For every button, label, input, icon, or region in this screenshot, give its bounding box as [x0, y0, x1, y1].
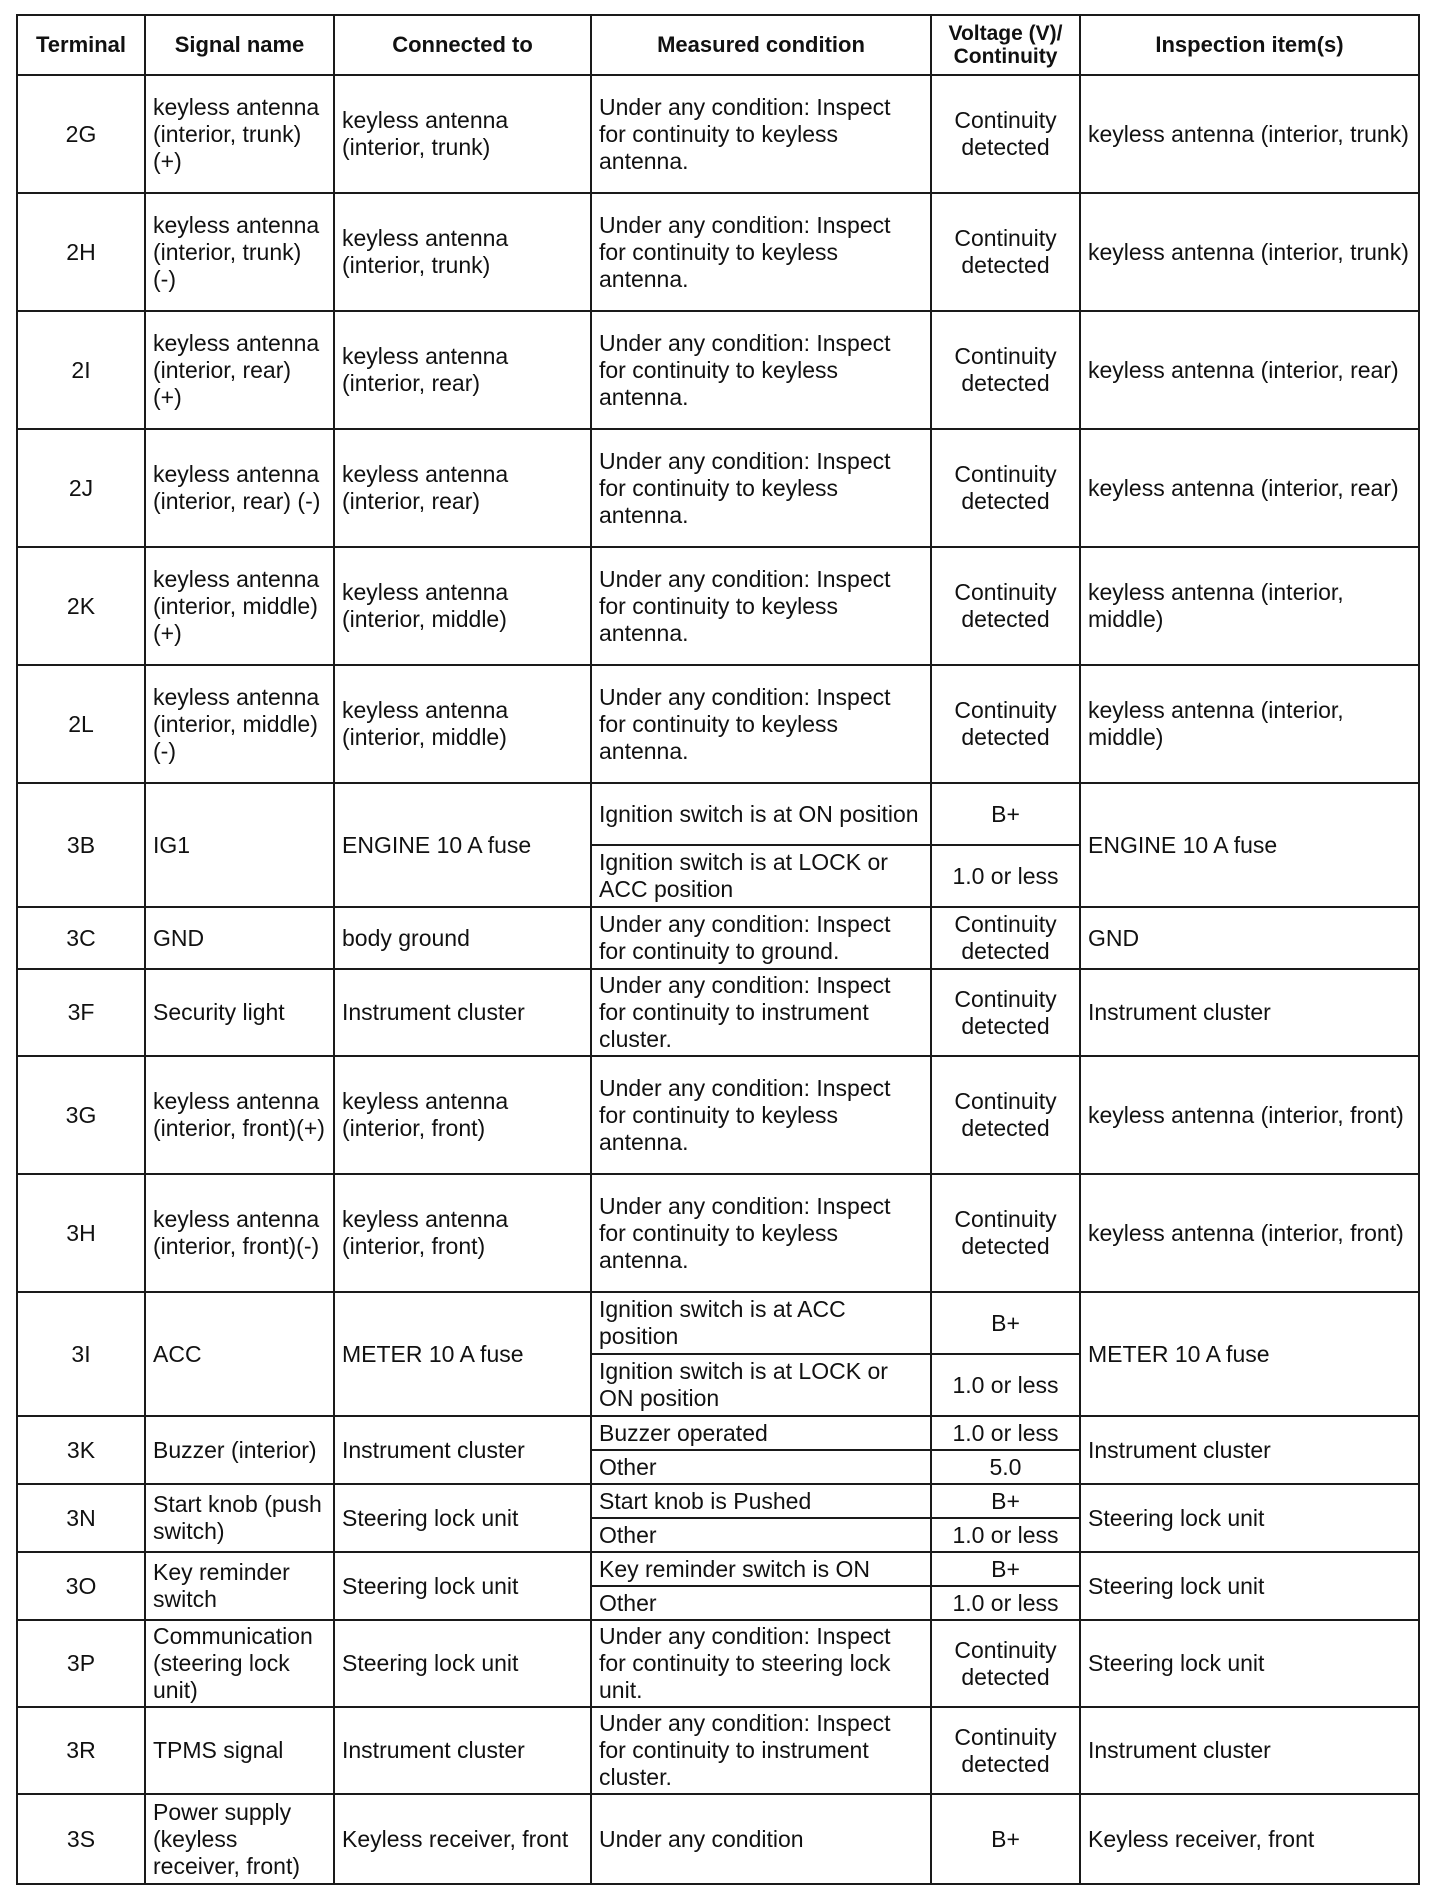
- inspection-item-cell: Instrument cluster: [1080, 1707, 1419, 1794]
- signal-name-cell: GND: [145, 907, 334, 969]
- measured-condition-cell: Under any condition: Inspect for continuity to keyless antenna.: [591, 193, 931, 311]
- inspection-item-cell: Instrument cluster: [1080, 1416, 1419, 1484]
- connected-to-cell: ENGINE 10 A fuse: [334, 783, 591, 907]
- measured-condition-cell: Under any condition: Inspect for continuity to keyless antenna.: [591, 1174, 931, 1292]
- table-row: [17, 1056, 1419, 1174]
- inspection-item-cell: keyless antenna (interior, middle): [1080, 547, 1419, 665]
- connected-to-cell: keyless antenna (interior, trunk): [334, 193, 591, 311]
- header-voltage-line2: Continuity: [953, 45, 1058, 68]
- voltage-continuity-cell: Continuity detected: [931, 969, 1080, 1056]
- voltage-continuity-cell: 5.0: [931, 1450, 1080, 1484]
- signal-name-cell: ACC: [145, 1292, 334, 1416]
- inspection-item-cell: Steering lock unit: [1080, 1620, 1419, 1707]
- connected-to-cell: Steering lock unit: [334, 1620, 591, 1707]
- terminal-cell: 3H: [17, 1174, 145, 1292]
- connected-to-cell: keyless antenna (interior, rear): [334, 429, 591, 547]
- signal-name-cell: Security light: [145, 969, 334, 1056]
- measured-condition-cell: Under any condition: Inspect for continuity to instrument cluster.: [591, 969, 931, 1056]
- voltage-continuity-cell: B+: [931, 1292, 1080, 1354]
- signal-name-cell: keyless antenna (interior, trunk) (+): [145, 75, 334, 193]
- measured-condition-cell: Other: [591, 1586, 931, 1620]
- inspection-item-cell: keyless antenna (interior, rear): [1080, 311, 1419, 429]
- terminal-cell: 3G: [17, 1056, 145, 1174]
- terminal-cell: 3B: [17, 783, 145, 907]
- inspection-item-cell: keyless antenna (interior, front): [1080, 1174, 1419, 1292]
- measured-condition-cell: Other: [591, 1450, 931, 1484]
- inspection-item-cell: Keyless receiver, front: [1080, 1794, 1419, 1884]
- signal-name-cell: keyless antenna (interior, front)(-): [145, 1174, 334, 1292]
- measured-condition-cell: Under any condition: Inspect for continuity to keyless antenna.: [591, 665, 931, 783]
- connected-to-cell: Instrument cluster: [334, 1416, 591, 1484]
- voltage-continuity-cell: Continuity detected: [931, 547, 1080, 665]
- measured-condition-cell: Under any condition: Inspect for continuity to keyless antenna.: [591, 75, 931, 193]
- measured-condition-cell: Ignition switch is at LOCK or ON position: [591, 1354, 931, 1416]
- measured-condition-cell: Under any condition: Inspect for continuity to ground.: [591, 907, 931, 969]
- voltage-continuity-cell: B+: [931, 783, 1080, 845]
- inspection-item-cell: keyless antenna (interior, trunk): [1080, 75, 1419, 193]
- header-voltage-line1: Voltage (V)/: [948, 22, 1063, 45]
- voltage-continuity-cell: Continuity detected: [931, 311, 1080, 429]
- voltage-continuity-cell: 1.0 or less: [931, 1586, 1080, 1620]
- measured-condition-cell: Key reminder switch is ON: [591, 1552, 931, 1586]
- header-measured-condition: Measured condition: [591, 15, 931, 75]
- inspection-item-cell: ENGINE 10 A fuse: [1080, 783, 1419, 907]
- voltage-continuity-cell: Continuity detected: [931, 907, 1080, 969]
- table-row: [17, 1707, 1419, 1794]
- voltage-continuity-cell: B+: [931, 1484, 1080, 1518]
- signal-name-cell: Communication (steering lock unit): [145, 1620, 334, 1707]
- signal-name-cell: IG1: [145, 783, 334, 907]
- table-row: [17, 311, 1419, 429]
- measured-condition-cell: Under any condition: Inspect for continuity to steering lock unit.: [591, 1620, 931, 1707]
- header-voltage-continuity: [931, 15, 1080, 75]
- signal-name-cell: Buzzer (interior): [145, 1416, 334, 1484]
- measured-condition-cell: Ignition switch is at ACC position: [591, 1292, 931, 1354]
- table-row: [17, 783, 1419, 845]
- terminal-cell: 3N: [17, 1484, 145, 1552]
- voltage-continuity-cell: Continuity detected: [931, 193, 1080, 311]
- terminal-cell: 3K: [17, 1416, 145, 1484]
- terminal-cell: 3S: [17, 1794, 145, 1884]
- terminal-cell: 3F: [17, 969, 145, 1056]
- signal-name-cell: keyless antenna (interior, middle)(+): [145, 547, 334, 665]
- measured-condition-cell: Under any condition: Inspect for continuity to keyless antenna.: [591, 429, 931, 547]
- table-row: [17, 547, 1419, 665]
- inspection-item-cell: Steering lock unit: [1080, 1552, 1419, 1620]
- inspection-item-cell: Instrument cluster: [1080, 969, 1419, 1056]
- signal-name-cell: keyless antenna (interior, rear) (-): [145, 429, 334, 547]
- connected-to-cell: body ground: [334, 907, 591, 969]
- measured-condition-cell: Under any condition: Inspect for continuity to keyless antenna.: [591, 547, 931, 665]
- terminal-cell: 3R: [17, 1707, 145, 1794]
- inspection-item-cell: keyless antenna (interior, middle): [1080, 665, 1419, 783]
- measured-condition-cell: Under any condition: Inspect for continuity to keyless antenna.: [591, 311, 931, 429]
- terminal-cell: 2H: [17, 193, 145, 311]
- table-row: [17, 907, 1419, 969]
- voltage-continuity-cell: 1.0 or less: [931, 845, 1080, 907]
- connected-to-cell: keyless antenna (interior, front): [334, 1174, 591, 1292]
- signal-name-cell: keyless antenna (interior, front)(+): [145, 1056, 334, 1174]
- table-row: [17, 1620, 1419, 1707]
- connected-to-cell: METER 10 A fuse: [334, 1292, 591, 1416]
- connected-to-cell: Keyless receiver, front: [334, 1794, 591, 1884]
- signal-name-cell: keyless antenna (interior, rear) (+): [145, 311, 334, 429]
- terminal-cell: 2G: [17, 75, 145, 193]
- signal-name-cell: Key reminder switch: [145, 1552, 334, 1620]
- signal-name-cell: Start knob (push switch): [145, 1484, 334, 1552]
- voltage-continuity-cell: B+: [931, 1552, 1080, 1586]
- terminal-inspection-table: [16, 14, 1420, 1885]
- terminal-cell: 2I: [17, 311, 145, 429]
- inspection-item-cell: GND: [1080, 907, 1419, 969]
- table-row: [17, 665, 1419, 783]
- signal-name-cell: Power supply (keyless receiver, front): [145, 1794, 334, 1884]
- inspection-item-cell: Steering lock unit: [1080, 1484, 1419, 1552]
- inspection-item-cell: keyless antenna (interior, rear): [1080, 429, 1419, 547]
- signal-name-cell: TPMS signal: [145, 1707, 334, 1794]
- connected-to-cell: Instrument cluster: [334, 1707, 591, 1794]
- voltage-continuity-cell: Continuity detected: [931, 1056, 1080, 1174]
- table-row: [17, 1552, 1419, 1586]
- terminal-cell: 2J: [17, 429, 145, 547]
- table-row: [17, 429, 1419, 547]
- inspection-item-cell: METER 10 A fuse: [1080, 1292, 1419, 1416]
- table-row: [17, 1416, 1419, 1450]
- connected-to-cell: Steering lock unit: [334, 1484, 591, 1552]
- voltage-continuity-cell: 1.0 or less: [931, 1354, 1080, 1416]
- table-row: [17, 1292, 1419, 1354]
- header-row: [17, 15, 1419, 75]
- voltage-continuity-cell: Continuity detected: [931, 1174, 1080, 1292]
- connected-to-cell: keyless antenna (interior, middle): [334, 547, 591, 665]
- connected-to-cell: Instrument cluster: [334, 969, 591, 1056]
- header-terminal: Terminal: [17, 15, 145, 75]
- voltage-continuity-cell: B+: [931, 1794, 1080, 1884]
- table-row: [17, 1794, 1419, 1884]
- inspection-item-cell: keyless antenna (interior, front): [1080, 1056, 1419, 1174]
- voltage-continuity-cell: Continuity detected: [931, 1620, 1080, 1707]
- measured-condition-cell: Ignition switch is at LOCK or ACC position: [591, 845, 931, 907]
- voltage-continuity-cell: 1.0 or less: [931, 1518, 1080, 1552]
- header-signal-name: Signal name: [145, 15, 334, 75]
- header-inspection-items: Inspection item(s): [1080, 15, 1419, 75]
- voltage-continuity-cell: 1.0 or less: [931, 1416, 1080, 1450]
- voltage-continuity-cell: Continuity detected: [931, 1707, 1080, 1794]
- measured-condition-cell: Ignition switch is at ON position: [591, 783, 931, 845]
- terminal-cell: 3C: [17, 907, 145, 969]
- measured-condition-cell: Buzzer operated: [591, 1416, 931, 1450]
- terminal-cell: 3P: [17, 1620, 145, 1707]
- terminal-cell: 3I: [17, 1292, 145, 1416]
- table-row: [17, 1174, 1419, 1292]
- voltage-continuity-cell: Continuity detected: [931, 429, 1080, 547]
- terminal-cell: 2L: [17, 665, 145, 783]
- table-row: [17, 969, 1419, 1056]
- connected-to-cell: keyless antenna (interior, middle): [334, 665, 591, 783]
- measured-condition-cell: Under any condition: [591, 1794, 931, 1884]
- table-row: [17, 75, 1419, 193]
- terminal-cell: 2K: [17, 547, 145, 665]
- signal-name-cell: keyless antenna (interior, middle)(-): [145, 665, 334, 783]
- terminal-cell: 3O: [17, 1552, 145, 1620]
- table-row: [17, 1484, 1419, 1518]
- connected-to-cell: keyless antenna (interior, front): [334, 1056, 591, 1174]
- voltage-continuity-cell: Continuity detected: [931, 75, 1080, 193]
- table-row: [17, 193, 1419, 311]
- connected-to-cell: Steering lock unit: [334, 1552, 591, 1620]
- header-connected-to: Connected to: [334, 15, 591, 75]
- measured-condition-cell: Start knob is Pushed: [591, 1484, 931, 1518]
- measured-condition-cell: Under any condition: Inspect for continuity to keyless antenna.: [591, 1056, 931, 1174]
- measured-condition-cell: Under any condition: Inspect for continuity to instrument cluster.: [591, 1707, 931, 1794]
- inspection-item-cell: keyless antenna (interior, trunk): [1080, 193, 1419, 311]
- connected-to-cell: keyless antenna (interior, trunk): [334, 75, 591, 193]
- voltage-continuity-cell: Continuity detected: [931, 665, 1080, 783]
- measured-condition-cell: Other: [591, 1518, 931, 1552]
- signal-name-cell: keyless antenna (interior, trunk) (-): [145, 193, 334, 311]
- connected-to-cell: keyless antenna (interior, rear): [334, 311, 591, 429]
